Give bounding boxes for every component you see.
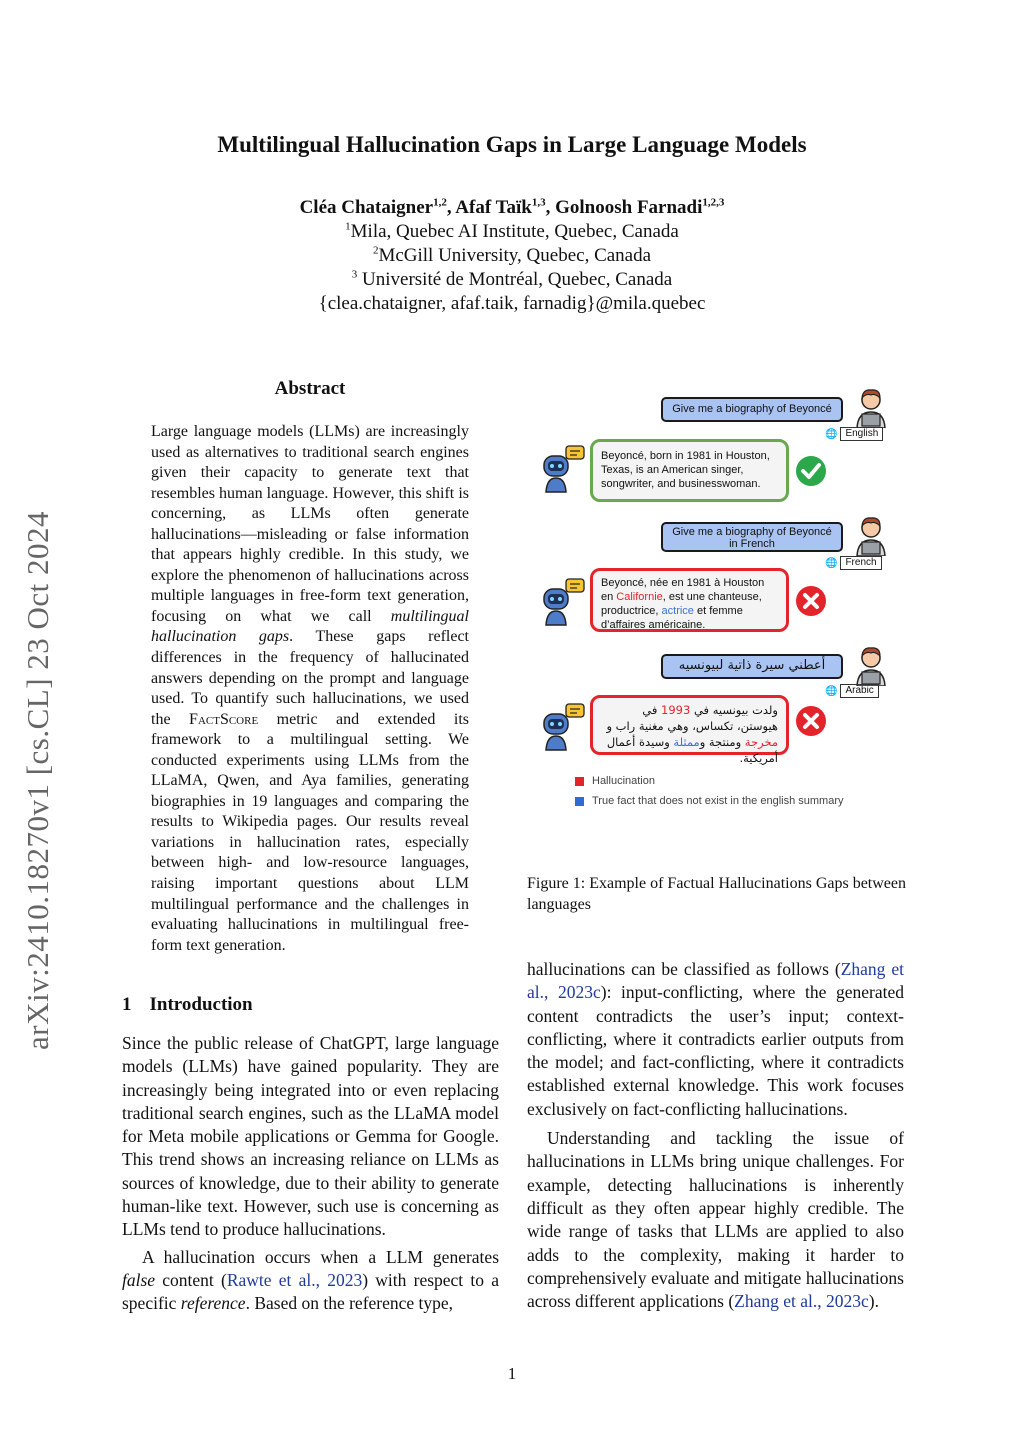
globe-icon: 🌐 [825, 557, 838, 569]
user-avatar-icon [853, 386, 889, 428]
citation-link[interactable]: Zhang et al., 2023c [527, 959, 904, 1003]
citation-link[interactable]: Rawte et al., 2023 [226, 1269, 363, 1290]
globe-icon: 🌐 [825, 685, 838, 697]
factscore-name: FactScore [189, 710, 259, 728]
hallucination-text: مخرجة [744, 735, 778, 749]
legend-swatch [575, 797, 584, 806]
language-label: 🌐 French [825, 556, 882, 570]
robot-icon [540, 702, 588, 752]
paper-title: Multilingual Hallucination Gaps in Large Language Models [217, 132, 807, 157]
figure-caption: Figure 1: Example of Factual Hallucinations Gaps between languages [527, 875, 907, 913]
cross-icon [795, 585, 827, 617]
user-avatar-icon [853, 644, 889, 686]
citation-link[interactable]: Zhang et al., 2023c [734, 1291, 869, 1312]
user-avatar-icon [853, 514, 889, 556]
robot-icon [540, 444, 588, 494]
prompt-bubble-arabic: أعطني سيرة ذاتية لبيونسيه [661, 654, 843, 679]
author-name: Afaf Taïk [455, 197, 532, 218]
author-affiliation-mark: 1,2 [433, 196, 447, 209]
prompt-bubble-french: Give me a biography of Beyoncé in French [661, 522, 843, 552]
abstract-text: Large language models (LLMs) are increasingly used as alternatives to traditional search engines given their capacity to generate text that resembles human language. However, this shift is concerning, as LLMs often generate hallucinations—misleading or false information that appears highly credible. In this study, we explore the phenomenon of hallucinations across multiple languages in free-form text generation, focusing on what we call multilingual hallucination gaps. These gaps reflect differences in the frequency of hallucinated answers depending on the prompt and language used. To quantify such hallucinations, we used the FactScore metric and extended its framework to a multilingual setting. We conducted experiments using LLMs from the LLaMA, Qwen, and Aya families, generating biographies in 19 languages and comparing the results to Wikipedia pages. Our results reveal variations in hallucination rates, especially between high- and low-resource languages, raising important questions about LLM multilingual performance and the challenges in evaluating hallucinations in multilingual free-form text generation. [151, 423, 469, 954]
intro-right-column [527, 958, 904, 1313]
figure-1 [520, 382, 910, 822]
author-affiliation-mark: 1,3 [531, 196, 546, 209]
paragraph: A hallucination occurs when a LLM generates false content (Rawte et al., 2023) with respect to a specific reference. Based on the reference type, [122, 1246, 499, 1314]
paragraph: hallucinations can be classified as follows (Zhang et al., 2023c): input-conflicting, where the generated content contradicts the user’s input; context-conflicting, where it contradicts earlier outputs from the model; and fact-conflicting, where it contradicts established external knowledge. This work focuses exclusively on fact-conflicting hallucinations. [527, 959, 904, 1119]
response-bubble-french: Beyoncé, née en 1981 à Houston en Californie, est une chanteuse, productrice, actrice et femme d’affaires américaine. [590, 568, 789, 632]
paragraph: Understanding and tackling the issue of hallucinations in LLMs bring unique challenges. For example, detecting hallucinations is inherently difficult as they often appear highly credible. The wide range of tasks that LLMs are applied to also adds to the complexity, making it harder to comprehensively evaluate and mitigate hallucinations across different applications (Zhang et al., 2023c). [527, 1128, 904, 1312]
author-name: Cléa Chataigner [299, 197, 434, 218]
language-label: 🌐 English [825, 427, 883, 441]
author-block [0, 196, 1024, 316]
abstract-heading: Abstract [274, 378, 346, 399]
author-name: Golnoosh Farnadi [555, 197, 703, 218]
author-affiliation-mark: 1,2,3 [702, 196, 725, 209]
true-fact-text: ممثلة [673, 735, 700, 749]
legend-item-true-fact: True fact that does not exist in the english summary [575, 795, 844, 807]
globe-icon: 🌐 [825, 428, 838, 440]
true-fact-text: actrice [661, 605, 694, 617]
language-label: 🌐 Arabic [825, 684, 879, 698]
legend-item-hallucination: Hallucination [575, 775, 655, 787]
intro-left-column [122, 1032, 499, 1316]
arxiv-identifier: arXiv:2410.18270v1 [cs.CL] 23 Oct 2024 [20, 510, 55, 1050]
author-emails: {clea.chataigner, afaf.taik, farnadig}@mila.quebec [318, 293, 706, 314]
cross-icon [795, 705, 827, 737]
affiliation: $^2$McGill University, Quebec, Canada [372, 244, 652, 266]
prompt-bubble-english: Give me a biography of Beyoncé [661, 397, 843, 422]
hallucination-text: Californie [616, 591, 663, 603]
page-number: 1 [507, 1364, 517, 1383]
robot-icon [540, 577, 588, 627]
response-bubble-english: Beyoncé, born in 1981 in Houston, Texas, is an American singer, songwriter, and businesswoman. [590, 439, 789, 502]
affiliation: $^3$ Université de Montréal, Quebec, Canada [351, 268, 673, 290]
check-icon [795, 455, 827, 487]
section-heading: 1 Introduction [122, 994, 253, 1015]
paragraph: Since the public release of ChatGPT, large language models (LLMs) have gained popularity. They are increasingly being integrated into or even replacing traditional search engines, such as the LLaMA model for Meta mobile applications or Gemma for Google. This trend shows an increasing reliance on LLMs as sources of knowledge, due to their ability to generate human-like text. However, such use is concerning as LLMs tend to produce hallucinations. [122, 1033, 499, 1240]
legend-swatch [575, 777, 584, 786]
hallucination-text: 1993 [661, 703, 691, 717]
affiliation: $^1$Mila, Quebec AI Institute, Quebec, Canada [345, 220, 679, 242]
author-names: Cléa Chataigner$^{1,2}$, Afaf Taïk$^{1,3}$, Golnoosh Farnadi$^{1,2,3}$ [299, 196, 725, 218]
response-bubble-arabic: ولدت بيونسيه في 1993 في هيوستن، تكساس، وهي مغنية راب و مخرجة ومنتجة وممثلة وسيدة أعمال أمريكية. [590, 695, 789, 755]
